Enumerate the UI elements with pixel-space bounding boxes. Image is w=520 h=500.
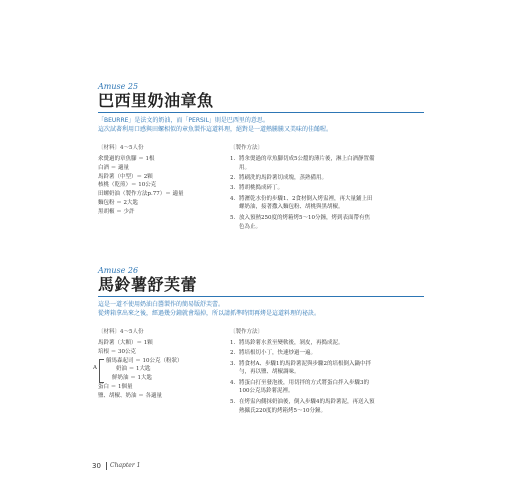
ingredient-item: 白酒 ＝ 適量 (98, 164, 129, 171)
step-number: 3. (230, 185, 236, 192)
step-number: 2. (230, 175, 236, 182)
step-item (230, 349, 375, 358)
step-text: 放入預熱250度的烤箱烤5～10分鐘，烤到表面帶有焦色為止。 (239, 214, 370, 230)
method-heading: 〔製作方法〕 (230, 145, 264, 151)
page-number: 30 (92, 462, 101, 470)
recipe-description (98, 116, 428, 134)
ingredients-heading: 〔材料〕4～5人份 (98, 145, 144, 151)
ingredient-group-a (93, 357, 218, 383)
recipe-description (98, 300, 428, 318)
ingredient-item: 馬鈴薯（中型）＝ 2顆 (98, 173, 153, 180)
ingredient-item: 氽燙過的章魚腳 ＝ 1根 (98, 156, 155, 162)
ingredient-item: 培根 ＝ 30公克 (98, 348, 136, 355)
ingredient-item: 艏馬森起司 ＝ 10公克（粉狀） (106, 357, 183, 364)
ingredient-item: 田螺奶油（製作方法p.77）＝ 適量 (98, 191, 184, 198)
group-bracket (99, 359, 104, 383)
ingredient-item: 奶油 ＝ 1大匙 (116, 366, 151, 373)
title-divider (98, 112, 424, 113)
description-line: 「BEURRE」是法文的奶油，而「PERSIL」則是巴西里的意思。 (98, 117, 269, 124)
ingredient-item: 鮮奶油 ＝ 1大匙 (112, 375, 152, 382)
footer-divider (106, 462, 107, 470)
step-item (230, 398, 375, 416)
step-number: 4. (230, 379, 236, 386)
step-item (230, 379, 375, 397)
step-number: 4. (230, 195, 236, 202)
description-line: 從烤箱拿出來之後，經過幾分鐘就會塌掉，所以請抓準時間再烤是這道料理的祕訣。 (98, 310, 321, 317)
step-item (230, 360, 375, 378)
step-number: 5. (230, 398, 236, 405)
title-divider (98, 296, 424, 297)
recipe-series-label: Amuse 26 (98, 266, 139, 275)
ingredient-item: 馬鈴薯（大顆）＝ 1顆 (98, 340, 153, 346)
step-text: 在烤盅內側抹奶油後，倒入步驟4的馬鈴薯泥，再送入預熱攝氏220度的烤箱烤5～10分鐘。 (239, 398, 375, 414)
description-line: 這是一道不使用奶油白醬製作的簡易版舒芙蕾。 (98, 301, 225, 308)
ingredients-heading: 〔材料〕4～5人份 (98, 329, 144, 335)
ingredient-item: 麵包粉 ＝ 2大匙 (98, 199, 138, 206)
ingredients-list (93, 328, 218, 401)
recipe-series-label: Amuse 25 (98, 82, 139, 91)
step-number: 1. (230, 340, 236, 346)
step-number: 5. (230, 214, 236, 221)
step-number: 2. (230, 350, 236, 357)
ingredient-item: 核桃（乾煎）＝ 10公克 (98, 182, 157, 189)
step-item (230, 195, 375, 213)
step-item (230, 174, 375, 183)
ingredient-item: 蛋白 ＝ 1個量 (98, 383, 133, 390)
recipe-title: 馬鈴薯舒芙蕾 (98, 275, 198, 294)
step-item (230, 214, 375, 232)
step-text: 將汆燙過的章魚腳切成5公釐的薄片後，淋上白酒靜置備用。 (239, 156, 375, 171)
recipe-potato-souffle (93, 266, 428, 414)
step-text: 將瀝乾水份的步驟1、2食材倒入烤盅裡，再大量鋪上田螺奶油，接著撒入麵包粉、胡桃與黑胡椒。 (239, 195, 373, 211)
ingredient-item: 鹽、胡椒、奶油 ＝ 各適量 (98, 392, 162, 399)
description-line: 這次試著利用口感與田螺相似的章魚製作這道料理，絕對是一道熱騰騰又美味的佳餚喔。 (98, 126, 333, 133)
method-heading: 〔製作方法〕 (230, 329, 264, 335)
ingredients-list (98, 144, 218, 217)
method-steps (230, 328, 375, 417)
step-number: 3. (230, 360, 236, 367)
step-item (230, 339, 375, 348)
step-number: 1. (230, 156, 236, 162)
step-text: 將刷洗的馬鈴薯切成塊，蒸熟備用。 (239, 175, 328, 182)
group-letter: A (93, 364, 97, 371)
step-text: 將食材A、步驟1的馬鈴薯泥與步驟2的培根倒入鍋中拌勻，再以鹽、胡椒調味。 (239, 360, 371, 376)
ingredient-item: 黑胡椒 ＝ 少許 (98, 208, 135, 215)
method-steps (230, 144, 375, 233)
step-text: 將馬鈴薯水煮至變軟後，剝皮，再搗成泥。 (239, 340, 344, 346)
step-item (230, 155, 375, 173)
step-text: 將蛋白打至發泡後，用切拌的方式將蛋白拌入步驟3的100公克馬鈴薯泥裡。 (239, 379, 370, 395)
recipe-title: 巴西里奶油章魚 (98, 91, 214, 110)
step-text: 將培根切小丁，快速炒過一遍。 (239, 350, 317, 357)
step-text: 將胡桃搗成碎丁。 (239, 185, 284, 192)
recipe-beurre-persil (98, 82, 428, 230)
step-item (230, 184, 375, 193)
chapter-label: Chapter 1 (110, 462, 141, 469)
